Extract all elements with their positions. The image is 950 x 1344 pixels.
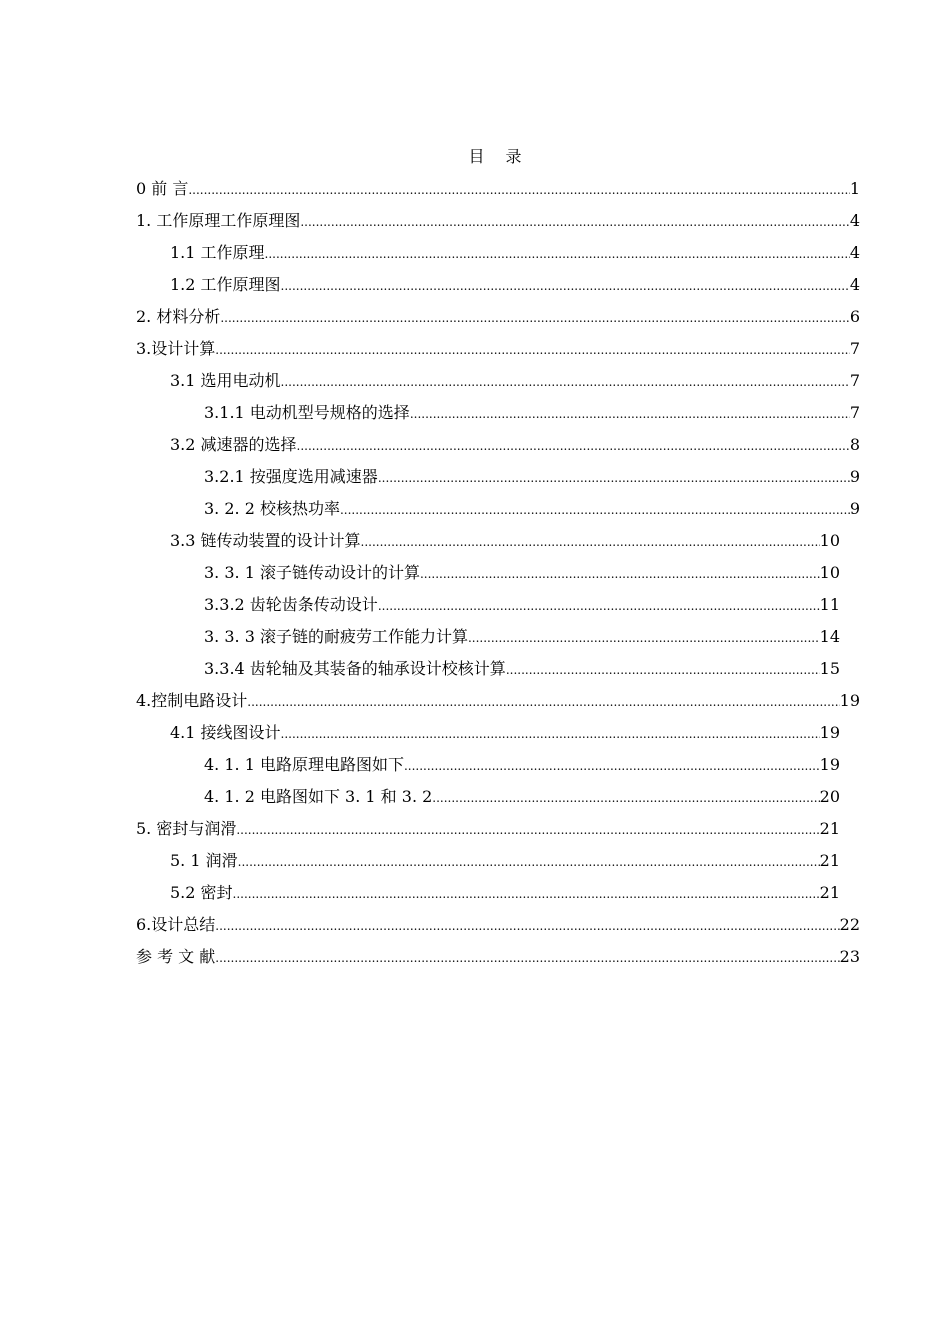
toc-entry-label: 5. 1 润滑 [170,851,238,870]
toc-entry[interactable] [136,688,860,720]
toc-entry-label: 3. 2. 2 校核热功率 [204,499,340,518]
toc-entry-page: 1 [849,179,860,198]
toc-entry-page: 21 [819,851,840,870]
toc-entry-label: 3.3 链传动装置的设计计算 [170,531,361,550]
toc-entry-page: 19 [839,691,860,710]
toc-entry[interactable] [136,176,860,208]
toc-entry[interactable] [136,752,840,784]
toc-entry[interactable] [136,816,840,848]
toc-entry-label: 参 考 文 献 [136,947,216,966]
toc-entry[interactable] [136,368,860,400]
toc-entry-page: 8 [849,435,860,454]
toc-leader-dots [238,849,820,875]
toc-entry[interactable] [136,208,860,240]
toc-entry-page: 19 [819,755,840,774]
toc-entry-page: 22 [839,915,860,934]
toc-entry[interactable] [136,336,860,368]
toc-entry-page: 21 [819,883,840,902]
toc-entry[interactable] [136,560,840,592]
toc-entry-page: 20 [819,787,840,806]
toc-leader-dots [300,209,849,235]
toc-entry[interactable] [136,880,840,912]
toc-entry-label: 3.2.1 按强度选用减速器 [204,467,378,486]
toc-entry-label: 3. 3. 1 滚子链传动设计的计算 [204,563,420,582]
toc-entry[interactable] [136,656,840,688]
toc-entry[interactable] [136,944,860,976]
toc-leader-dots [188,177,849,203]
toc-entry-label: 1. 工作原理工作原理图 [136,211,301,230]
toc-entry[interactable] [136,240,860,272]
toc-entry-page: 6 [849,307,860,326]
toc-leader-dots [233,881,820,907]
toc-leader-dots [281,721,820,747]
toc-leader-dots [215,945,839,971]
toc-entry-label: 1.1 工作原理 [170,243,265,262]
toc-leader-dots [247,689,839,715]
toc-leader-dots [265,241,850,267]
toc-entry-label: 3.2 减速器的选择 [170,435,297,454]
toc-entry[interactable] [136,592,840,624]
toc-leader-dots [378,465,850,491]
toc-entry[interactable] [136,400,860,432]
toc-leader-dots [340,497,850,523]
toc-leader-dots [506,657,820,683]
toc-leader-dots [281,273,850,299]
toc-entry-label: 4.1 接线图设计 [170,723,281,742]
toc-entry-page: 21 [819,819,840,838]
toc-leader-dots [410,401,850,427]
toc-leader-dots [236,817,819,843]
toc-entry[interactable] [136,528,840,560]
toc-entry[interactable] [136,272,860,304]
toc-entry[interactable] [136,432,860,464]
toc-entry[interactable] [136,720,840,752]
toc-entry-label: 3.1 选用电动机 [170,371,281,390]
toc-entry[interactable] [136,912,860,944]
toc-entry-label: 4.控制电路设计 [136,691,248,710]
toc-leader-dots [215,337,850,363]
toc-entry-page: 10 [819,531,840,550]
toc-leader-dots [378,593,820,619]
toc-entry-label: 6.设计总结 [136,915,216,934]
toc-entry[interactable] [136,624,840,656]
toc-entry[interactable] [136,848,840,880]
toc-leader-dots [420,561,820,587]
toc-entry[interactable] [136,304,860,336]
toc-entry-page: 7 [849,339,860,358]
toc-entry-label: 0 前 言 [136,179,189,198]
toc-leader-dots [432,785,819,811]
toc-entry-page: 11 [819,595,840,614]
toc-entry[interactable] [136,496,860,528]
toc-entry-label: 4. 1. 1 电路原理电路图如下 [204,755,404,774]
table-of-contents [136,176,860,976]
toc-leader-dots [215,913,839,939]
toc-entry-label: 3. 3. 3 滚子链的耐疲劳工作能力计算 [204,627,468,646]
toc-entry[interactable] [136,784,840,816]
toc-leader-dots [220,305,849,331]
toc-leader-dots [468,625,820,651]
toc-entry-page: 15 [819,659,840,678]
toc-entry-page: 7 [849,403,860,422]
toc-entry-label: 3.设计计算 [136,339,216,358]
toc-entry[interactable] [136,464,860,496]
toc-entry-label: 3.1.1 电动机型号规格的选择 [204,403,410,422]
toc-leader-dots [281,369,850,395]
toc-leader-dots [297,433,850,459]
toc-entry-page: 9 [849,499,860,518]
toc-leader-dots [361,529,820,555]
toc-leader-dots [404,753,820,779]
toc-entry-label: 2. 材料分析 [136,307,221,326]
toc-entry-label: 4. 1. 2 电路图如下 3. 1 和 3. 2 [204,787,433,806]
toc-entry-label: 3.3.2 齿轮齿条传动设计 [204,595,378,614]
toc-title: 目 录 [468,147,530,166]
toc-entry-page: 19 [819,723,840,742]
toc-entry-page: 10 [819,563,840,582]
toc-entry-label: 5. 密封与润滑 [136,819,237,838]
toc-entry-page: 9 [849,467,860,486]
toc-entry-page: 23 [839,947,860,966]
toc-entry-page: 4 [849,275,860,294]
toc-entry-page: 4 [849,243,860,262]
toc-entry-page: 4 [849,211,860,230]
toc-entry-label: 3.3.4 齿轮轴及其装备的轴承设计校核计算 [204,659,506,678]
toc-entry-page: 7 [849,371,860,390]
toc-entry-label: 5.2 密封 [170,883,233,902]
toc-entry-page: 14 [819,627,840,646]
toc-entry-label: 1.2 工作原理图 [170,275,281,294]
